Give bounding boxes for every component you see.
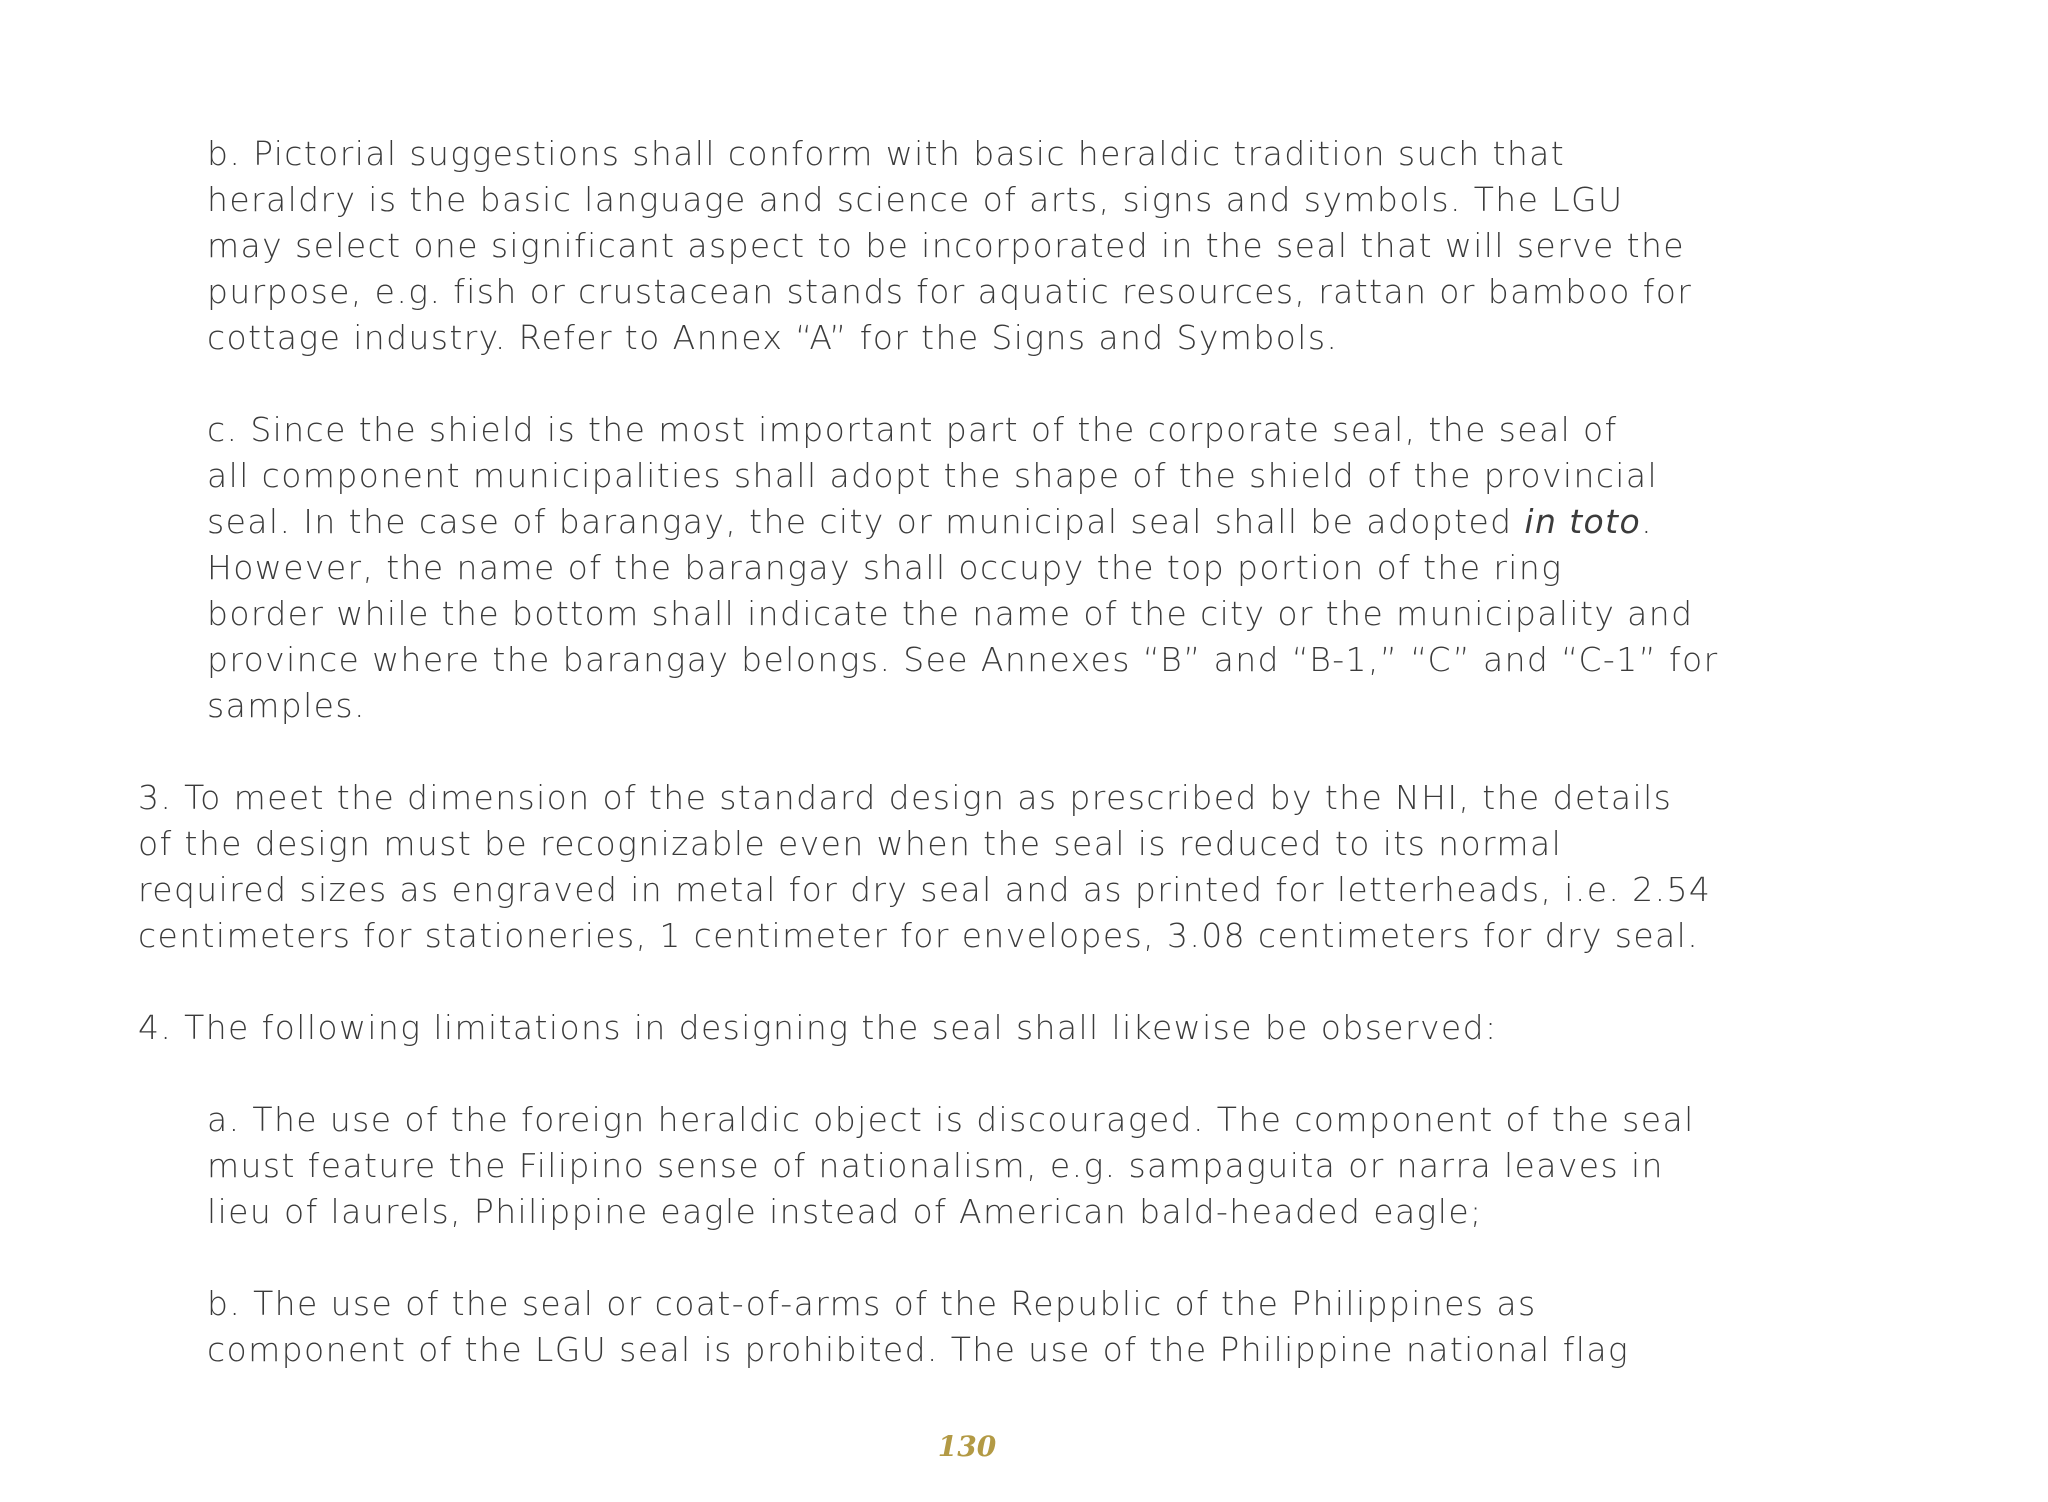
text-line: province where the barangay belongs. See Annexes “B” and “B-1,” “C” and “C-1” for [207,640,1719,679]
text-line: of the design must be recognizable even when the seal is reduced to its normal [138,824,1563,863]
paragraph-item-3-dimensions [138,775,1711,959]
text-line: cottage industry. Refer to Annex “A” for the Signs and Symbols. [207,318,1339,357]
text-line: border while the bottom shall indicate the name of the city or the municipality and [207,594,1694,633]
text-line: However, the name of the barangay shall occupy the top portion of the ring [207,548,1563,587]
text-segment: seal. In the case of barangay, the city or municipal seal shall be adopted [207,502,1525,541]
page-number: 130 [937,1430,997,1463]
text-line: a. The use of the foreign heraldic object is discouraged. The component of the seal [207,1100,1695,1139]
paragraph-b-pictorial-suggestions [207,131,1692,361]
text-line: 3. To meet the dimension of the standard design as prescribed by the NHI, the details [138,778,1673,817]
text-segment: . [1641,502,1653,541]
paragraph-b-republic-seal [207,1281,1629,1373]
text-line: samples. [207,686,366,725]
text-line: b. The use of the seal or coat-of-arms of the Republic of the Philippines as [207,1284,1537,1323]
text-line: heraldry is the basic language and science of arts, signs and symbols. The LGU [207,180,1624,219]
text-line: 4. The following limitations in designing the seal shall likewise be observed: [138,1008,1498,1047]
text-line: required sizes as engraved in metal for dry seal and as printed for letterheads, i.e. 2.54 [138,870,1712,909]
italic-phrase: in toto [1524,502,1642,541]
paragraph-c-shield [207,407,1719,729]
text-line: purpose, e.g. fish or crustacean stands for aquatic resources, rattan or bamboo for [207,272,1693,311]
text-line: centimeters for stationeries, 1 centimeter for envelopes, 3.08 centimeters for dry seal. [138,916,1700,955]
text-line [207,499,1719,545]
paragraph-a-foreign-heraldic [207,1097,1695,1235]
text-line: b. Pictorial suggestions shall conform with basic heraldic tradition such that [207,134,1566,173]
text-line: component of the LGU seal is prohibited. The use of the Philippine national flag [207,1330,1630,1369]
paragraph-item-4-limitations [138,1005,1497,1051]
text-line: must feature the Filipino sense of nationalism, e.g. sampaguita or narra leaves in [207,1146,1664,1185]
text-line: may select one significant aspect to be incorporated in the seal that will serve the [207,226,1685,265]
text-line: lieu of laurels, Philippine eagle instead of American bald-headed eagle; [207,1192,1483,1231]
text-line: c. Since the shield is the most important part of the corporate seal, the seal of [207,410,1618,449]
text-line: all component municipalities shall adopt the shape of the shield of the provincial [207,456,1659,495]
